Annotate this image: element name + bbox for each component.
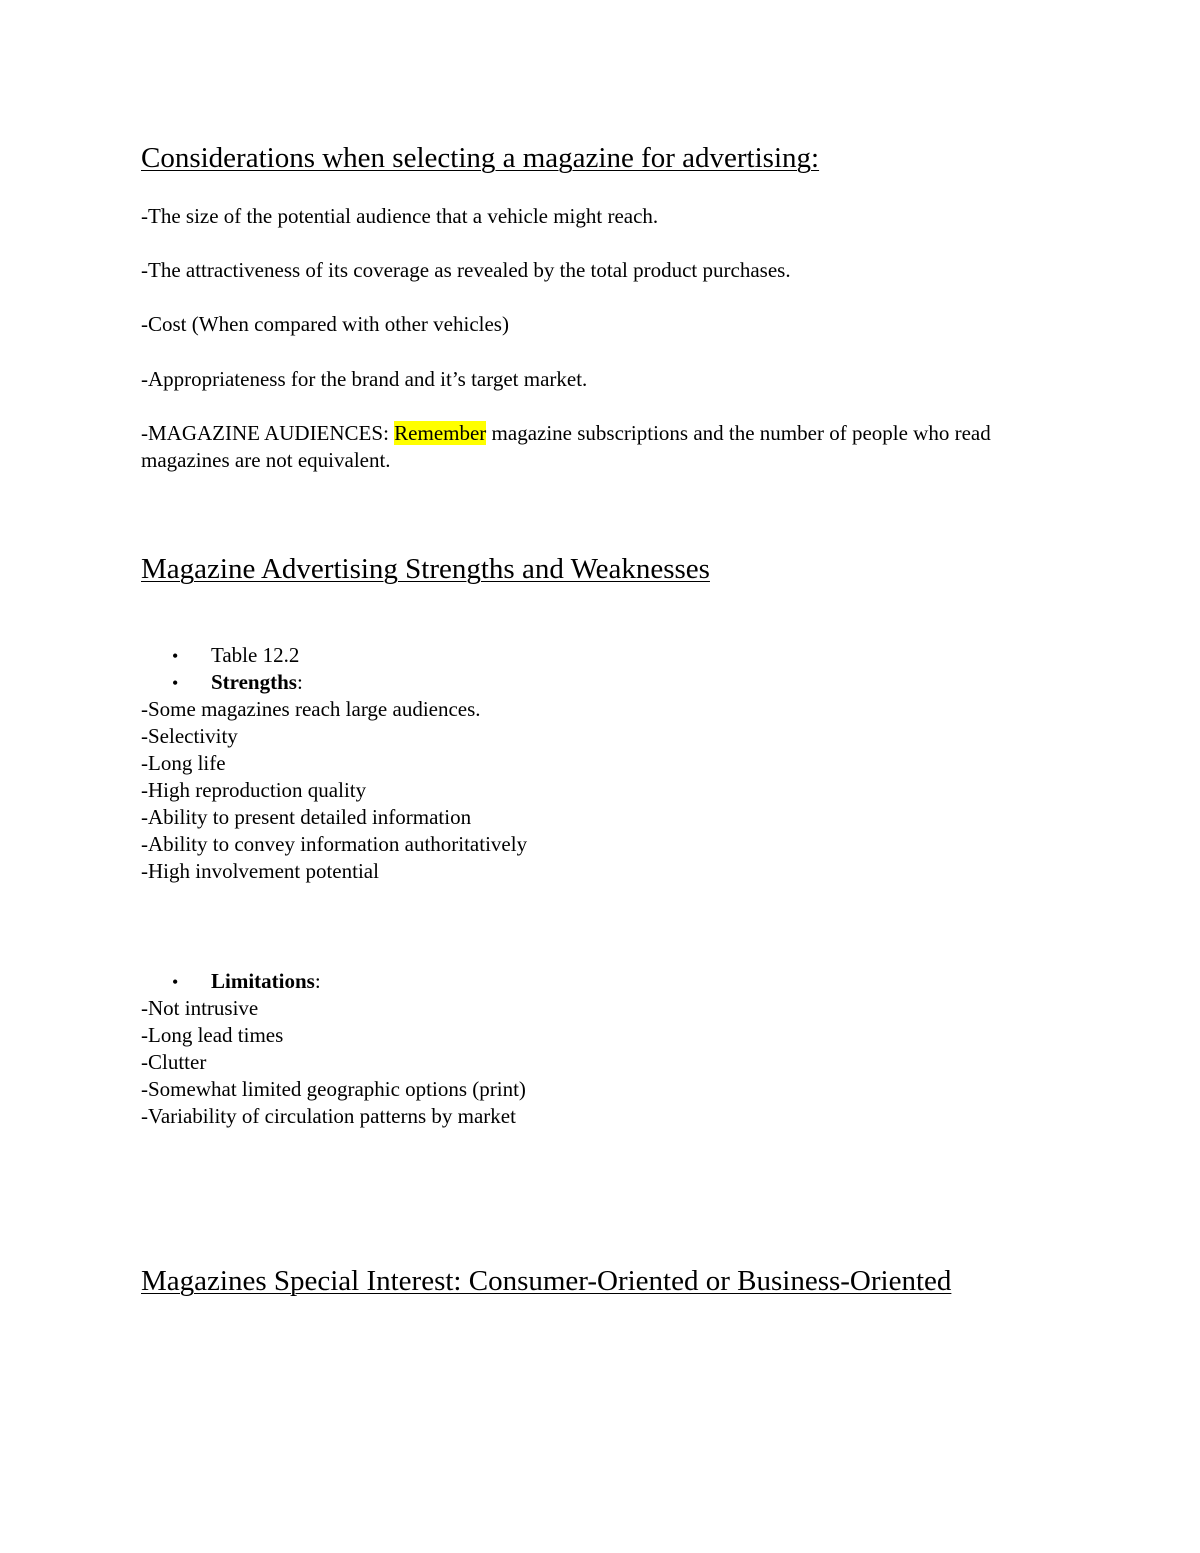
list-item: -Variability of circulation patterns by market: [141, 1104, 516, 1128]
list-item: -Not intrusive: [141, 996, 259, 1020]
bullet-icon: •: [172, 673, 179, 693]
highlighted-remember: Remember: [394, 421, 487, 445]
list-item: -Somewhat limited geographic options (print): [141, 1077, 526, 1101]
strengths-list: [141, 696, 527, 885]
bullet-table-reference: [172, 642, 299, 670]
strengths-label: Strengths: [211, 670, 297, 694]
heading-considerations: Considerations when selecting a magazine for advertising:: [141, 142, 820, 174]
list-item: -Ability to present detailed information: [141, 805, 472, 829]
list-item: -High involvement potential: [141, 859, 379, 883]
heading-special-interest: Magazines Special Interest: Consumer-Oriented or Business-Oriented: [141, 1265, 952, 1297]
magazine-audiences-note: [141, 420, 1061, 474]
list-item: -Selectivity: [141, 724, 238, 748]
limitations-label: Limitations: [211, 969, 315, 993]
consideration-cost: -Cost (When compared with other vehicles): [141, 312, 509, 336]
bullet-strengths: [172, 669, 303, 697]
list-item: -Long life: [141, 751, 226, 775]
consideration-attractiveness: -The attractiveness of its coverage as revealed by the total product purchases.: [141, 258, 791, 282]
bullet-limitations: [172, 968, 321, 996]
limitations-list: [141, 995, 526, 1130]
list-item: -Clutter: [141, 1050, 207, 1074]
list-item: -High reproduction quality: [141, 778, 367, 802]
limitations-colon: :: [314, 969, 321, 993]
heading-strengths-weaknesses: Magazine Advertising Strengths and Weaknesses: [141, 553, 710, 585]
list-item: -Long lead times: [141, 1023, 284, 1047]
magazine-audiences-rest: magazine subscriptions and the number of people who read magazines are not equivalent.: [141, 421, 991, 472]
table-reference-label: Table 12.2: [211, 643, 300, 667]
list-item: -Ability to convey information authoritatively: [141, 832, 528, 856]
magazine-audiences-prefix: -MAGAZINE AUDIENCES:: [141, 421, 395, 445]
bullet-icon: •: [172, 972, 179, 992]
list-item: -Some magazines reach large audiences.: [141, 697, 481, 721]
bullet-icon: •: [172, 646, 179, 666]
consideration-appropriateness: -Appropriateness for the brand and it’s target market.: [141, 367, 588, 391]
strengths-colon: :: [296, 670, 303, 694]
consideration-audience-size: -The size of the potential audience that a vehicle might reach.: [141, 204, 659, 228]
